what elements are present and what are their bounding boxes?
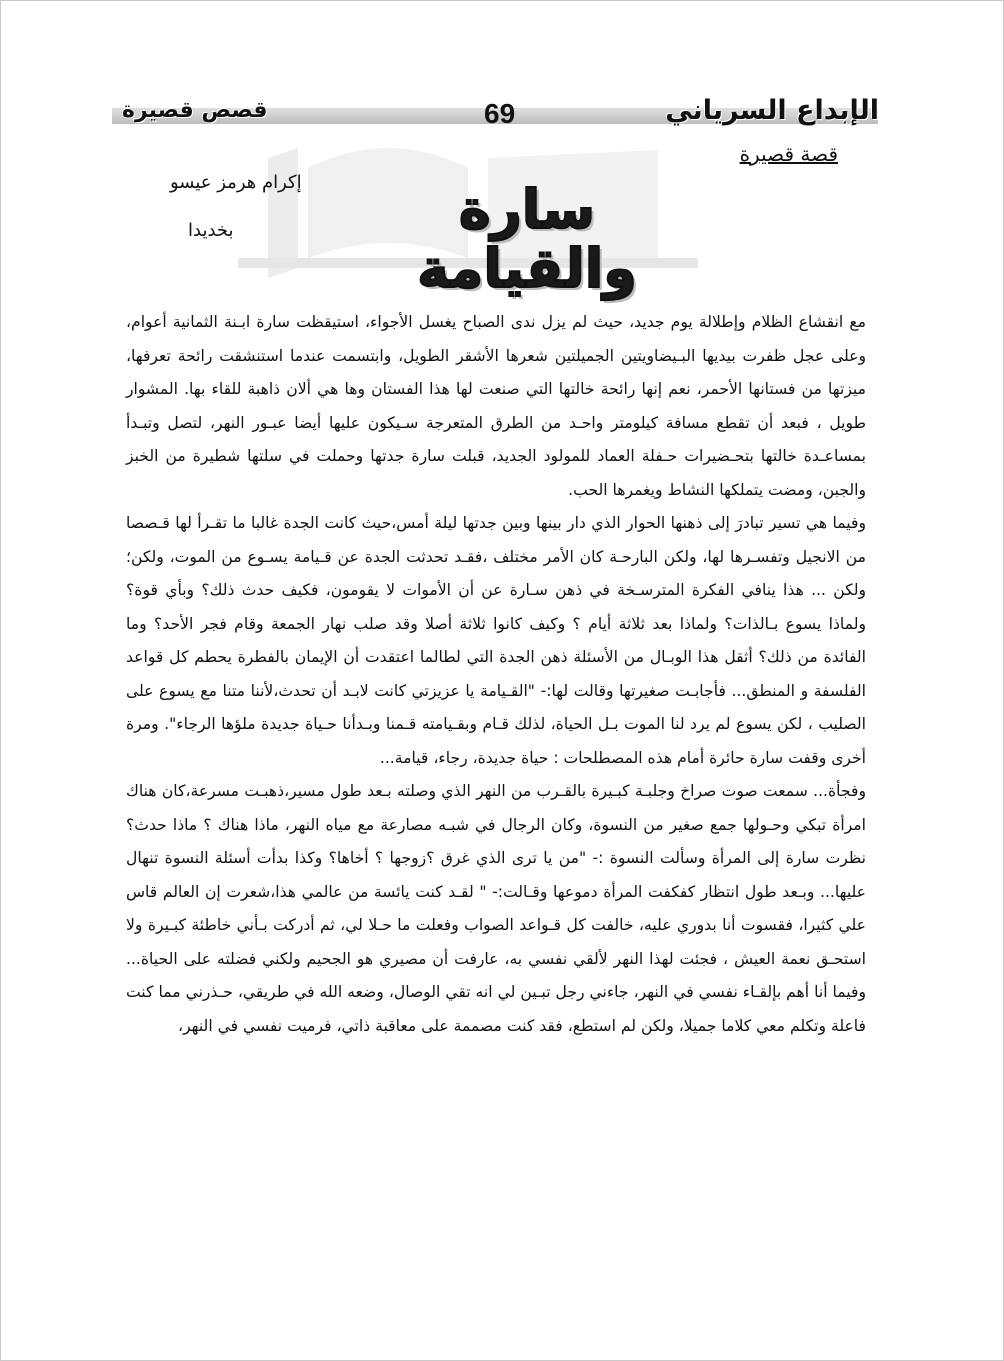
page-number: 69 (484, 98, 516, 129)
author-name: إكرام هرمز عيسو (170, 172, 302, 193)
story-body (126, 306, 866, 1043)
author-place: بخديدا (188, 220, 234, 241)
paragraph: وفجأة... سمعت صوت صراخ وجلبـة كبـيرة بالقـرب من النهر الذي وصلته بـعد طول مسير،ذهبـت مسرعة،كان هناك امرأة تبكي وحـولها جمع صغير من النسوة، وكان الرجال في شبـه مصارعة مع مياه النهر، ماذا هناك ؟ ماذا حدث؟ نظرت سارة إلى المرأة وسألت النسوة :- "من يا ترى الذي غرق ؟زوجها ؟ أخاها؟ وكذا بدأت أسئلة النسوة تنهال عليها... وبـعد طول انتظار كفكفت المرأة دموعها وقـالت:- " لقـد كنت يائسة من عالمي هذا،شعرت إن العالم قاس علي كثيرا، فقسوت أنا بدوري عليه، خالفت كل قـواعد الصواب وفعلت ما حـلا لي، ثم أدركت بـأني خاطئة كبـيرة ولا استحـق نعمة العيش ، فجئت لهذا النهر لألقي نفسي به، عارفت أن مصيري هو الجحيم ولكني فضلته على الحياة... وفيما أنا أهم بإلقـاء نفسي في النهر، جاءني رجل تبـين لي انه تقي الوصال، وضعه الله في طريقي، حـذرني مما كنت فاعلة وتكلم معي كلاما جميلا، ولكن لم استطع، فقد كنت مصممة على معاقبة ذاتي، فرميت نفسي في النهر، (126, 782, 866, 1035)
paragraph: وفيما هي تسير تبادرَ إلى ذهنها الحوار الذي دار بينها وبين جدتها ليلة أمس،حيث كانت الجدة غالبا ما تقـرأ لها قـصصا من الانجيل وتفسـرها لها، ولكن البارحـة كان الأمر مختلف ،فقـد تحدثت الجدة عن قـيامة يسـوع من الموت، ولكن؛ ولكن ... هذا ينافي الفكرة المترسـخة في ذهن سـارة عن أن الأموات لا يقومون، فكيف حدث ذلك؟ وبأي قوة؟ ولماذا يسوع بـالذات؟ ولماذا بعد ثلاثة أيام ؟ وكيف كانوا ثلاثة أصلا وقد صلب نهار الجمعة وقام فجر الأحد؟ وما الفائدة من ذلك؟ أثقل هذا الوبـال من الأسئلة ذهن الجدة التي لطالما اعتقدت أن الإيمان بالفطرة يحطم كل قواعد الفلسفة و المنطق... فأجابـت صغيرتها وقالت لها:- "القـيامة يا عزيزتي كانت لابـد أن تحدث،لأننا متنا مع يسوع على الصليب ، لكن يسوع لم يرد لنا الموت بـل الحياة، لذلك قـام وبقـيامته قـمنا وبـدأنا حـياة جديدة ملؤها الرجاء". ومرة أخرى وقفت سارة حائرة أمام هذه المصطلحات : حياة جديدة، رجاء، قيامة... (126, 514, 866, 767)
paragraph: مع انقشاع الظلام وإطلالة يوم جديد، حيث لم يزل ندى الصباح يغسل الأجواء، استيقظت سارة ابـنة الثمانية أعوام، وعلى عجل ظفرت بيديها البـيضاويتين الجميلتين شعرها الأشقر الطويل، وابتسمت عندما استنشقت رائحة تعرفها، ميزتها من فستانها الأحمر، نعم إنها رائحة خالتها التي صنعت لها هذا الفستان وها هي ألان ذاهبة للقاء بها. المشوار طويل ، فبعد أن تقطع مسافة كيلومتر واحـد من الطرق المتعرجة سـيكون عليها أيضا عبـور النهر، لتصل وتبـدأ بمساعـدة خالتها بتحـضيرات حـفلة العماد للمولود الجديد، قبلت سارة جدتها وحملت في سلتها شطيرة من الخبز والجبن، ومضت يتملكها النشاط ويغمرها الحب. (126, 313, 866, 499)
section-name: قصص قصيرة (122, 98, 268, 123)
story-title: سارة والقيامة (417, 178, 637, 301)
magazine-name: الإبداع السرياني (665, 95, 879, 126)
subheader: قصة قصيرة (739, 142, 838, 166)
